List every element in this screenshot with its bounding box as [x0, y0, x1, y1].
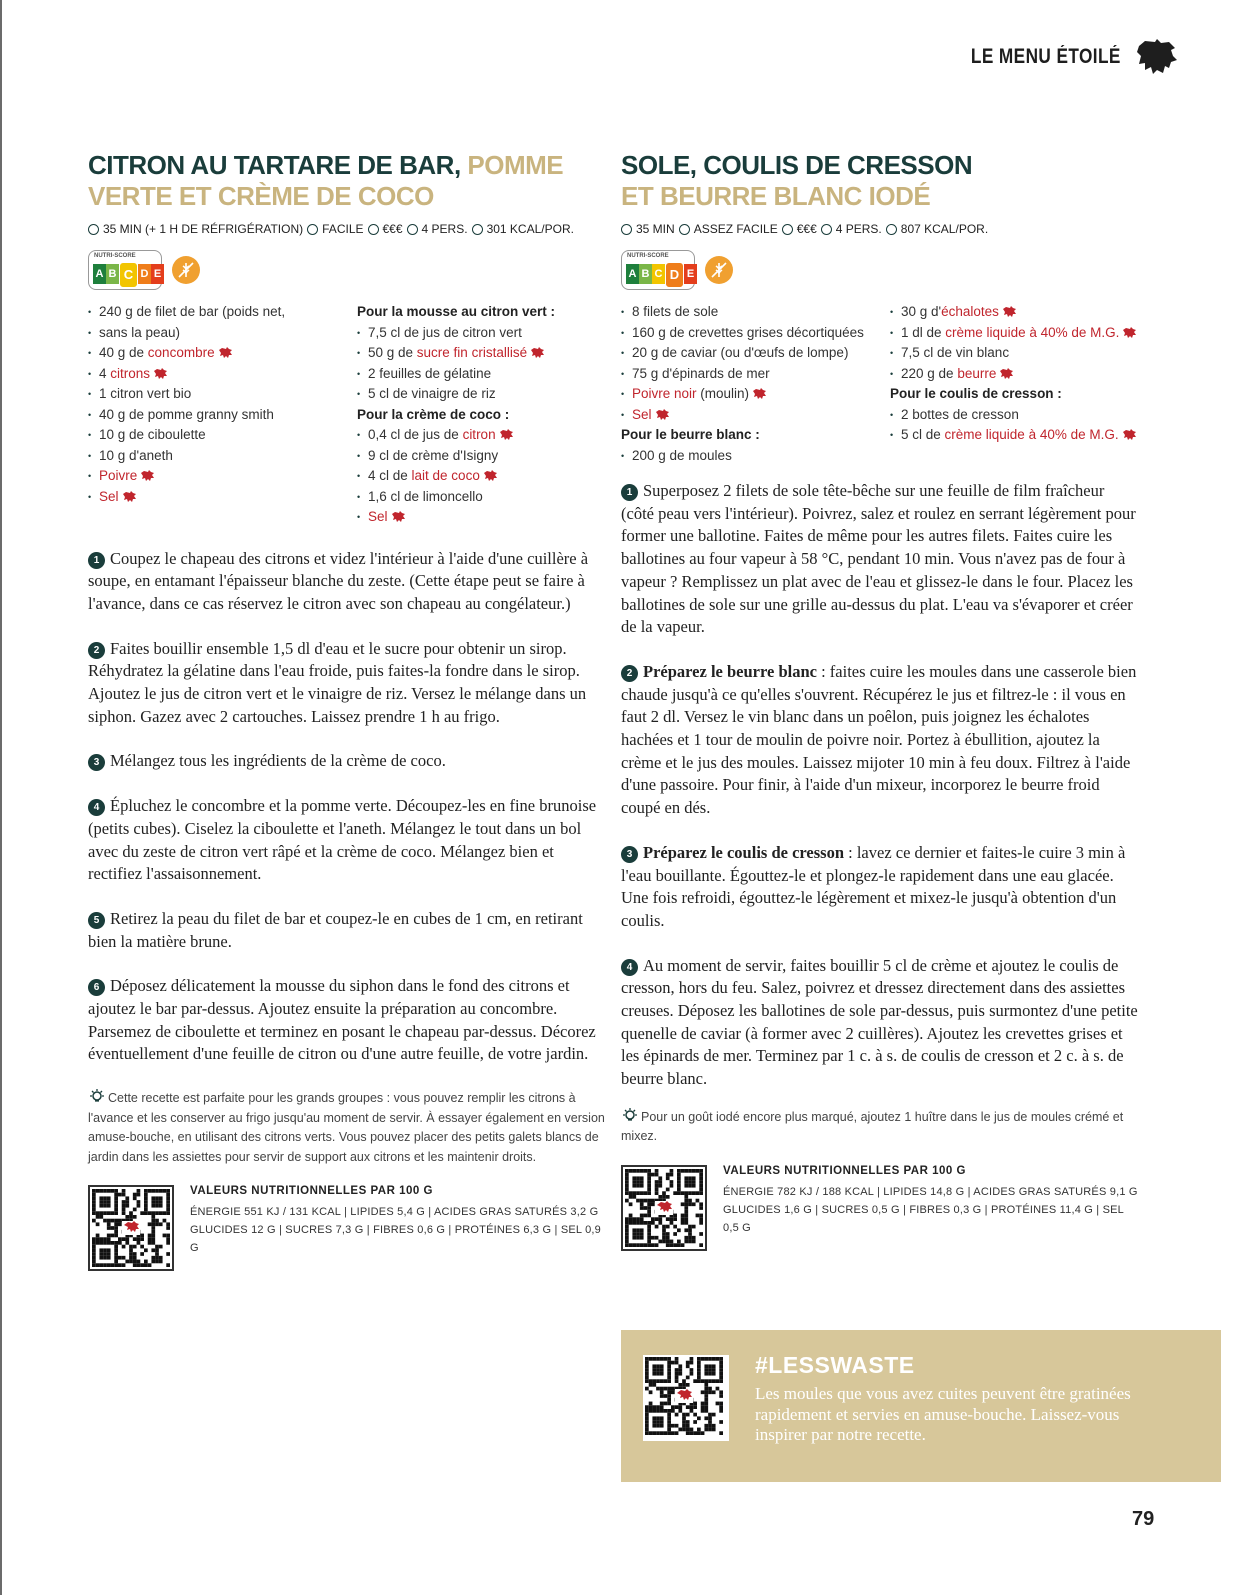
ingredient-highlight: Sel — [632, 406, 652, 422]
persons-icon — [407, 224, 418, 235]
ingredient-highlight: lait de coco — [411, 468, 480, 483]
ingredient-item — [890, 425, 1141, 446]
step-text: Faites bouillir ensemble 1,5 dl d'eau et le sucre pour obtenir un sirop. Réhydratez la gélatine dans l'eau froide, puis faites-la fondre dans le sirop. Ajoutez le jus de citron vert et le vinaigre de riz. Versez le mélange dans un siphon. Gazez avec 2 cartouches. Laissez prendre 1 h au frigo. — [88, 638, 587, 726]
flame-icon — [472, 224, 483, 235]
ingredient-subheading: Pour le coulis de cresson : — [890, 386, 1062, 401]
ingredient-item — [357, 487, 608, 508]
ingredients — [621, 302, 1141, 466]
ingredient-item — [621, 405, 872, 426]
step-heading: Préparez le beurre blanc — [643, 661, 817, 681]
ingredient-text: 50 g de — [368, 345, 417, 360]
chef-hat-icon — [307, 224, 318, 235]
ingredient-item — [88, 302, 339, 323]
ingredient-highlight: Poivre — [99, 468, 138, 483]
ingredient-item — [890, 364, 1141, 385]
step-number: 1 — [88, 552, 105, 569]
ingredient-item — [621, 323, 872, 344]
ingredient-item — [357, 384, 608, 405]
recipe-right — [621, 150, 1141, 1251]
nutriscore-badge: NUTRI-SCORE A B C D E — [621, 250, 695, 290]
ingredient-text: 2 feuilles de gélatine — [368, 365, 492, 381]
lion-logo-icon — [1135, 38, 1179, 76]
ingredient-text: 20 g de caviar (ou d'œufs de lompe) — [632, 345, 849, 360]
ingredient-highlight: Sel — [368, 509, 388, 524]
step-heading: Préparez le coulis de cresson — [643, 842, 845, 862]
delhaize-lion-icon — [140, 470, 155, 481]
delhaize-lion-icon — [999, 368, 1014, 379]
delhaize-lion-icon — [530, 347, 545, 358]
step-text: Au moment de servir, faites bouillir 5 cl de crème et ajoutez le coulis de cresson, hors du feu. Salez, poivrez et dressez directement dans des assiettes creuses. Déposez les ballotines de sole par-dessus, puis surmontez d'une petite quenelle de caviar (à former avec 2 cuillères). Ajoutez les crevettes grises et les épinards de mer. Terminez par 1 c. à s. de coulis de cresson et 2 c. à s. de beurre blanc. — [621, 955, 1138, 1089]
delhaize-lion-icon — [218, 347, 233, 358]
delhaize-lion-icon — [1122, 327, 1137, 338]
nutrition-block — [88, 1185, 608, 1271]
ingredient-item — [890, 405, 1141, 426]
nutrition-line: GLUCIDES 12 G | SUCRES 7,3 G | FIBRES 0,6 G | PROTÉINES 6,3 G | SEL 0,9 G — [190, 1224, 601, 1255]
recipe-meta — [88, 222, 608, 236]
badges — [88, 248, 608, 292]
ingredient-item — [621, 364, 872, 385]
step — [621, 480, 1141, 639]
ingredient-text: 7,5 cl de vin blanc — [901, 345, 1010, 360]
recipe-meta — [621, 222, 1141, 236]
ingredient-text: 1,6 cl de limoncello — [368, 488, 483, 504]
ingredient-item — [621, 446, 872, 467]
meta-difficulty: FACILE — [322, 222, 364, 236]
lesswaste-text: Les moules que vous avez cuites peuvent être gratinées rapidement et servies en amuse-bouche. Laissez-vous inspirer par notre recette. — [755, 1384, 1131, 1444]
delhaize-lion-icon — [1002, 306, 1017, 317]
ingredient-text: 40 g de — [99, 345, 148, 360]
gluten-free-icon — [705, 256, 733, 284]
step — [88, 638, 608, 729]
title-accent: POMME VERTE ET CRÈME DE COCO — [88, 150, 564, 211]
ingredient-item — [88, 405, 339, 426]
step-text: Coupez le chapeau des citrons et videz l'intérieur à l'aide d'une cuillère à soupe, en entamant l'épaisseur blanche du zeste. (Cette étape peut se faire à l'avance, dans ce cas réservez le citron avec son chapeau au congélateur.) — [88, 548, 589, 613]
step-number: 2 — [88, 642, 105, 659]
ingredient-text: 2 bottes de cresson — [901, 406, 1019, 422]
qr-code[interactable] — [88, 1185, 174, 1271]
step-number: 1 — [621, 484, 638, 501]
ingredients — [88, 302, 608, 528]
ingredient-text: 160 g de crevettes grises décortiquées — [632, 324, 864, 340]
ingredient-text: 0,4 cl de jus de — [368, 427, 463, 442]
ingredient-item — [621, 343, 872, 364]
ingredient-item — [88, 446, 339, 467]
ingredient-text: 10 g d'aneth — [99, 447, 173, 463]
ingredient-text: 4 — [99, 365, 111, 381]
ingredient-item — [890, 323, 1141, 344]
badges — [621, 248, 1141, 292]
gluten-free-icon — [172, 256, 200, 284]
ingredient-item — [88, 343, 339, 364]
ingredient-item — [357, 446, 608, 467]
title-main: CITRON AU TARTARE DE BAR, — [88, 150, 461, 180]
meta-difficulty: ASSEZ FACILE — [693, 222, 778, 236]
step — [88, 908, 608, 953]
title-accent: ET BEURRE BLANC IODÉ — [621, 181, 931, 211]
section-title: LE MENU ÉTOILÉ — [971, 45, 1121, 68]
ingredient-text: 220 g de — [901, 365, 958, 381]
meta-persons: 4 PERS. — [835, 222, 882, 236]
ingredient-highlight: citron — [462, 427, 496, 442]
basket-icon — [782, 224, 793, 235]
nutriscore-value: D — [665, 262, 684, 288]
ingredient-text: 200 g de moules — [632, 447, 732, 463]
step-text: Mélangez tous les ingrédients de la crème de coco. — [110, 751, 446, 771]
page-edge — [0, 0, 2, 1595]
step-text: Épluchez le concombre et la pomme verte. Découpez-les en fine brunoise (petits cubes). Ciselez la ciboulette et l'aneth. Mélangez le tout dans un bol avec du zeste de citron vert râpé et la crème de coco. Mélangez bien et rectifiez l'assaisonnement. — [88, 796, 597, 884]
ingredient-list — [88, 302, 339, 528]
step — [88, 750, 608, 773]
ingredient-highlight: échalotes — [941, 304, 999, 319]
nutriscore-label: NUTRI-SCORE — [627, 253, 669, 259]
delhaize-lion-icon — [153, 368, 168, 379]
meta-time: 35 MIN (+ 1 H DE RÉFRIGÉRATION) — [103, 222, 304, 236]
tip-text: Pour un goût iodé encore plus marqué, ajoutez 1 huître dans le jus de moules crémé et mixez. — [621, 1109, 1124, 1144]
step-number: 4 — [621, 959, 638, 976]
qr-code[interactable] — [621, 1165, 707, 1251]
ingredient-item — [88, 466, 339, 487]
meta-kcal: 807 KCAL/POR. — [900, 222, 989, 236]
step — [88, 548, 608, 616]
delhaize-lion-icon — [752, 388, 767, 399]
tip — [88, 1088, 608, 1167]
lesswaste-title: #LESSWASTE — [755, 1352, 915, 1378]
delhaize-lion-icon — [391, 511, 406, 522]
clock-icon — [621, 224, 632, 235]
ingredient-highlight: citrons — [110, 365, 151, 381]
ingredient-item — [357, 425, 608, 446]
meta-time: 35 MIN — [636, 222, 675, 236]
persons-icon — [821, 224, 832, 235]
page-header — [938, 38, 1179, 76]
ingredient-item — [88, 487, 339, 508]
nutriscore-badge: NUTRI-SCORE A B C D E — [88, 250, 162, 290]
ingredient-item — [357, 343, 608, 364]
step-text: Retirez la peau du filet de bar et coupez-le en cubes de 1 cm, en retirant bien la matière brune. — [88, 908, 583, 951]
ingredient-text: 1 citron vert bio — [99, 386, 192, 401]
ingredient-highlight: crème liquide à 40% de M.G. — [944, 427, 1119, 442]
ingredient-item — [890, 302, 1141, 323]
ingredient-item — [88, 425, 339, 446]
recipe-title — [88, 150, 608, 212]
step — [88, 795, 608, 886]
step-number: 3 — [88, 754, 105, 771]
ingredient-text: 7,5 cl de jus de citron vert — [368, 324, 522, 340]
delhaize-lion-icon — [483, 470, 498, 481]
nutriscore-label: NUTRI-SCORE — [94, 253, 136, 259]
tip-text: Cette recette est parfaite pour les grands groupes : vous pouvez remplir les citrons à l'avance et les conserver au frigo jusqu'au moment de servir. À essayer également en version amuse-bouche, en utilisant des citrons verts. Vous pouvez placer des petits galets blancs de jardin dans les assiettes pour servir de support aux citrons et les maintenir droits. — [88, 1091, 605, 1164]
ingredient-text: 30 g d' — [901, 304, 942, 319]
tip — [621, 1107, 1141, 1147]
ingredient-text: 10 g de ciboulette — [99, 427, 206, 442]
ingredient-item — [890, 343, 1141, 364]
ingredient-list — [357, 302, 608, 528]
ingredient-highlight: concombre — [147, 345, 215, 360]
ingredient-item — [357, 364, 608, 385]
delhaize-lion-icon — [499, 429, 514, 440]
delhaize-lion-icon — [655, 409, 670, 420]
page-number: 79 — [1132, 1508, 1155, 1530]
ingredient-text: 9 cl de crème d'Isigny — [368, 447, 499, 463]
step — [88, 975, 608, 1066]
nutrition-title: VALEURS NUTRITIONNELLES PAR 100 G — [190, 1185, 433, 1198]
step-text: Déposez délicatement la mousse du siphon dans le fond des citrons et ajoutez le bar par-dessus. Ajoutez ensuite la préparation au concombre. Parsemez de ciboulette et terminez en posant le chapeau par-dessus. Décorez éventuellement d'une feuille de citron ou d'une autre feuille, de votre jardin. — [88, 976, 596, 1064]
ingredient-highlight: Sel — [99, 488, 119, 504]
meta-cost: €€€ — [382, 222, 403, 236]
step-number: 6 — [88, 979, 105, 996]
ingredient-item — [88, 364, 339, 385]
step-number: 5 — [88, 912, 105, 929]
nutrition-line: ÉNERGIE 782 KJ / 188 KCAL | LIPIDES 14,8 G | ACIDES GRAS SATURÉS 9,1 G — [723, 1185, 1138, 1198]
meta-cost: €€€ — [796, 222, 817, 236]
meta-kcal: 301 KCAL/POR. — [486, 222, 574, 236]
ingredient-item — [621, 302, 872, 323]
step-text: : faites cuire les moules dans une casserole bien chaude jusqu'à ce qu'elles s'ouvrent. Récupérez le jus et filtrez-le : il vous en faut 2 dl. Versez le vin blanc dans un poêlon, puis joignez les échalotes hachées et 1 tour de moulin de poivre noir. Portez à ébullition, ajoutez la crème et le jus des moules. Laissez mijoter 10 min à feu doux. Filtrez à l'aide d'une passoire. Pour finir, à l'aide d'un mixeur, incorporez le beurre froid coupé en dés. — [621, 661, 1137, 818]
flame-icon — [886, 224, 897, 235]
ingredient-highlight: Poivre noir — [632, 386, 697, 401]
steps — [621, 480, 1141, 1091]
step-number: 4 — [88, 799, 105, 816]
lesswaste-box — [621, 1330, 1221, 1482]
ingredient-highlight: beurre — [957, 365, 997, 381]
qr-code[interactable] — [643, 1355, 729, 1441]
ingredient-text: 4 cl de — [368, 468, 412, 483]
lightbulb-icon — [621, 1107, 639, 1123]
nutrition-block — [621, 1165, 1141, 1251]
ingredient-text: 240 g de filet de bar (poids net, — [99, 304, 286, 319]
ingredient-text: sans la peau) — [99, 324, 181, 340]
lightbulb-icon — [88, 1088, 106, 1104]
recipe-left — [88, 150, 608, 1271]
ingredient-text: 75 g d'épinards de mer — [632, 365, 770, 381]
ingredient-text: 5 cl de vinaigre de riz — [368, 386, 496, 401]
ingredient-text: 5 cl de — [901, 427, 945, 442]
ingredient-text: (moulin) — [696, 386, 750, 401]
meta-persons: 4 PERS. — [421, 222, 468, 236]
step — [621, 955, 1141, 1091]
ingredient-item — [621, 384, 872, 405]
ingredient-item — [357, 466, 608, 487]
step — [621, 842, 1141, 933]
ingredient-subheading: Pour le beurre blanc : — [621, 427, 760, 442]
ingredient-item — [357, 323, 608, 344]
ingredient-item — [88, 384, 339, 405]
ingredient-highlight: crème liquide à 40% de M.G. — [945, 324, 1120, 340]
nutrition-line: GLUCIDES 1,6 G | SUCRES 0,5 G | FIBRES 0,3 G | PROTÉINES 11,4 G | SEL 0,5 G — [723, 1203, 1124, 1234]
ingredient-subheading: Pour la mousse au citron vert : — [357, 304, 556, 319]
ingredient-subheading: Pour la crème de coco : — [357, 406, 510, 422]
step-number: 2 — [621, 665, 638, 682]
ingredient-list — [890, 302, 1141, 466]
nutrition-title: VALEURS NUTRITIONNELLES PAR 100 G — [723, 1164, 966, 1177]
title-main: SOLE, COULIS DE CRESSON — [621, 150, 973, 180]
step-text: : lavez ce dernier et faites-le cuire 3 min à l'eau bouillante. Égouttez-le et plongez-le rapidement dans une eau glacée. Une fois refroidi, égouttez-le légèrement et mixez-le jusqu'à obtention d'un coulis. — [621, 842, 1126, 930]
ingredient-text: 1 dl de — [901, 324, 946, 340]
step-text: Superposez 2 filets de sole tête-bêche sur une feuille de film fraîcheur (côté peau vers l'intérieur). Poivrez, salez et roulez en serrant légèrement pour former une ballotine. Faites de même pour les autres filets. Faites cuire les ballotines au four vapeur à 58 °C, pendant 10 min. Vous n'avez pas de four à vapeur ? Remplissez un plat avec de l'eau et glissez-le dans le four. Placez les ballotines de sole sur une grille au-dessus du plat. L'eau va s'évaporer et créer de la vapeur. — [621, 481, 1136, 637]
steps — [88, 548, 608, 1067]
ingredient-highlight: sucre fin cristallisé — [416, 345, 528, 360]
nutriscore-value: C — [119, 262, 138, 288]
delhaize-lion-icon — [1122, 429, 1137, 440]
ingredient-text: 40 g de pomme granny smith — [99, 406, 274, 422]
ingredient-item — [88, 323, 339, 344]
basket-icon — [368, 224, 379, 235]
recipe-title — [621, 150, 1141, 212]
ingredient-item — [357, 507, 608, 528]
chef-hat-icon — [679, 224, 690, 235]
ingredient-text: 8 filets de sole — [632, 304, 719, 319]
delhaize-lion-icon — [122, 491, 137, 502]
clock-icon — [88, 224, 99, 235]
step — [621, 661, 1141, 820]
nutrition-line: ÉNERGIE 551 KJ / 131 KCAL | LIPIDES 5,4 G | ACIDES GRAS SATURÉS 3,2 G — [190, 1206, 599, 1219]
ingredient-list — [621, 302, 872, 466]
step-number: 3 — [621, 846, 638, 863]
